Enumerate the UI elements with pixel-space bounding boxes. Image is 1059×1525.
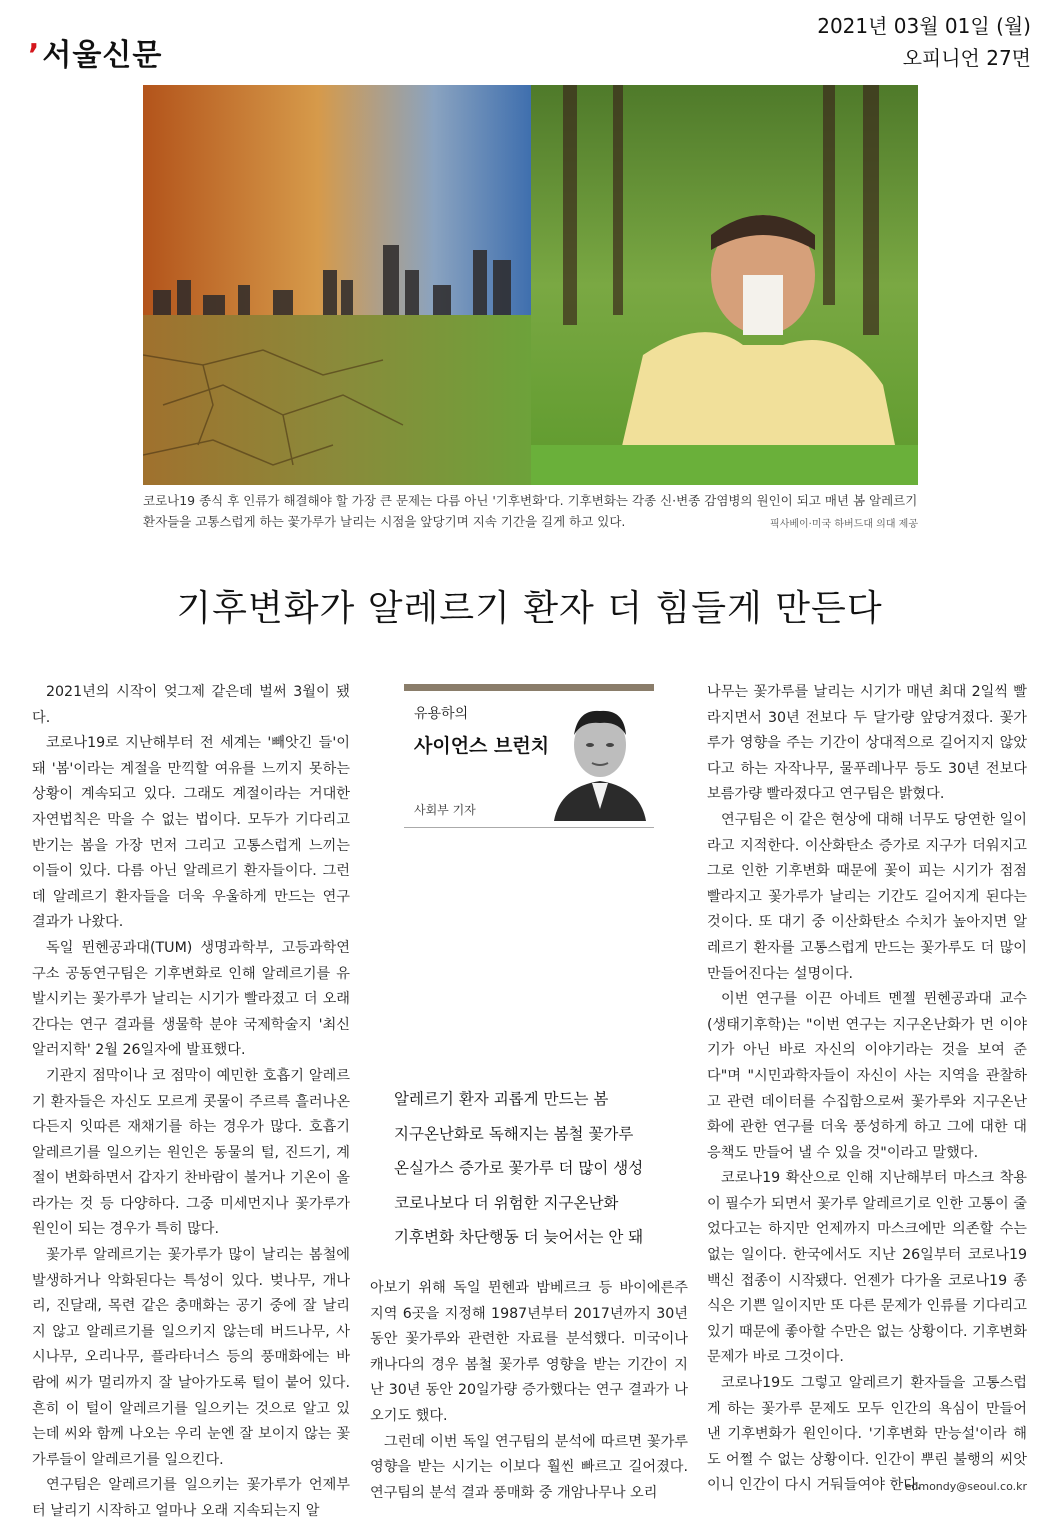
masthead-name: 서울신문	[42, 38, 163, 73]
article-photo	[143, 85, 918, 485]
paragraph: 독일 뮌헨공과대(TUM) 생명과학부, 고등과학연구소 공동연구팀은 기후변화로 인해 알레르기를 유발시키는 꽃가루가 날리는 시기가 빨라졌고 더 오래간다는 연구 결과를 생물학 분야 국제학술지 '최신 알러지학' 2월 26일자에 발표했다.	[32, 939, 350, 1059]
section-page: 오피니언 27면	[902, 46, 1031, 70]
article-summary-points	[394, 1082, 684, 1255]
paragraph: 꽃가루 알레르기는 꽃가루가 많이 날리는 봄철에 발생하거나 악화된다는 특성이 있다. 벚나무, 개나리, 진달래, 목련 같은 충매화는 공기 중에 잘 날리지 않고 알레르기를 일으키지 않는데 버드나무, 사시나무, 오리나무, 플라타너스 등의 풍매화에는 바람에 씨가 멀리까지 잘 날아가도록 털이 붙어 있다. 흔히 이 털이 알레르기를 일으키는 것으로 알고 있는데 씨와 함께 나오는 우리 눈엔 잘 보이지 않는 꽃가루들이 알레르기를 일으킨다.	[32, 1247, 350, 1468]
article-column-3	[707, 680, 1027, 1499]
paragraph: 코로나19도 그렇고 알레르기 환자들을 고통스럽게 하는 꽃가루 문제도 모두 인간의 욕심이 만들어 낸 기후변화가 원인이다. '기후변화 만능설'이라 해도 어쩔 수 없는 상황이다. 인간이 뿌린 불행의 씨앗이니 인간이 다시 거둬들여야 한다.	[707, 1375, 1027, 1494]
paragraph: 기관지 점막이나 코 점막이 예민한 호흡기 알레르기 환자들은 자신도 모르게 콧물이 주르륵 흘러나온다든지 잇따른 재채기를 하는 경우가 많다. 호흡기 알레르기를 일으키는 원인은 동물의 털, 진드기, 계절이 변화하면서 갑자기 찬바람이 불거나 기온이 올라가는 것 등 다양하다. 그중 미세먼지나 꽃가루가 원인이 되는 경우가 특히 많다.	[32, 1067, 350, 1238]
summary-item: 코로나보다 더 위험한 지구온난화	[394, 1193, 619, 1212]
summary-item: 알레르기 환자 괴롭게 만드는 봄	[394, 1090, 609, 1108]
author-email: edmondy@seoul.co.kr	[904, 1480, 1027, 1493]
paragraph: 이번 연구를 이끈 아네트 멘젤 뮌헨공과대 교수(생태기후학)는 "이번 연구는 지구온난화가 먼 이야기가 아닌 바로 자신의 이야기라는 것을 보여 준다"며 "시민과학자들이 자신이 사는 지역을 관찰하고 관련 데이터를 수집함으로써 꽃가루와 지구온난화에 관한 연구를 더욱 풍성하게 하고 그에 대한 대응책도 만들어 낼 수 있을 것"이라고 말했다.	[707, 991, 1027, 1161]
summary-item: 기후변화 차단행동 더 늦어서는 안 돼	[394, 1228, 644, 1246]
author-portrait	[552, 699, 648, 821]
newspaper-masthead	[28, 30, 162, 74]
photo-credit: 픽사베이·미국 하버드대 의대 제공	[770, 519, 918, 530]
photo-caption	[143, 490, 918, 535]
dateline	[817, 10, 1031, 74]
paragraph: 연구팀은 알레르기를 일으키는 꽃가루가 언제부터 날리기 시작하고 얼마나 오래 지속되는지 알	[32, 1477, 350, 1519]
byline-kicker: 유용하의	[414, 706, 469, 722]
paragraph: 아보기 위해 독일 뮌헨과 밤베르크 등 바이에른주 지역 6곳을 지정해 1987년부터 2017년까지 30년 동안 꽃가루와 관련한 자료를 분석했다. 미국이나 캐나다의 경우 봄철 꽃가루 영향을 받는 기간이 지난 30년 동안 20일가량 증가했다는 연구 결과가 나오기도 했다.	[370, 1280, 688, 1424]
article-column-2	[370, 1276, 688, 1506]
article-headline: 기후변화가 알레르기 환자 더 힘들게 만든다	[176, 588, 883, 629]
paragraph: 그런데 이번 독일 연구팀의 분석에 따르면 꽃가루 영향을 받는 시기는 이보다 훨씬 빠르고 길어졌다. 연구팀의 분석 결과 풍매화 중 개암나무나 오리	[370, 1433, 688, 1501]
masthead-mark-icon: ’	[28, 38, 41, 73]
paragraph: 2021년의 시작이 엊그제 같은데 벌써 3월이 됐다.	[32, 684, 350, 726]
column-title: 사이언스 브런치	[414, 735, 550, 757]
summary-item: 지구온난화로 독해지는 봄철 꽃가루	[394, 1124, 634, 1143]
paragraph: 연구팀은 이 같은 현상에 대해 너무도 당연한 일이라고 지적한다. 이산화탄소 증가로 지구가 더워지고 그로 인한 기후변화 때문에 꽃이 피는 시기가 점점 빨라지고 꽃가루가 날리는 기간도 길어지게 된다는 것이다. 또 대기 중 이산화탄소 수치가 높아지면 알레르기 환자를 고통스럽게 만드는 꽃가루도 더 많이 만들어진다는 설명이다.	[707, 811, 1027, 982]
paragraph: 코로나19로 지난해부터 전 세계는 '빼앗긴 들'이 돼 '봄'이라는 계절을 만끽할 여유를 느끼지 못하는 상황이 계속되고 있다. 그래도 계절이라는 거대한 자연법칙은 막을 수 없는 법이다. 모두가 기다리고 반기는 봄을 가장 먼저 그리고 고통스럽게 느끼는 이들이 있다. 다름 아닌 알레르기 환자들이다. 그런데 알레르기 환자들을 더욱 우울하게 만드는 연구 결과가 나왔다.	[32, 735, 350, 931]
caption-text: 코로나19 종식 후 인류가 해결해야 할 가장 큰 문제는 다름 아닌 '기후변화'다. 기후변화는 각종 신·변종 감염병의 원인이 되고 매년 봄 알레르기 환자들을 고통스럽게 하는 꽃가루가 날리는 시점을 앞당기며 지속 기간을 길게 하고 있다.	[143, 493, 918, 529]
paragraph: 코로나19 확산으로 인해 지난해부터 마스크 착용이 필수가 되면서 꽃가루 알레르기로 인한 고통이 줄었다고는 하지만 언제까지 마스크에만 의존할 수는 없는 일이다. 한국에서도 지난 26일부터 코로나19 백신 접종이 시작됐다. 언젠가 다가올 코로나19 종식은 기쁜 일이지만 또 다른 문제가 인류를 기다리고 있기 때문에 좋아할 수만은 없는 상황이다. 기후변화 문제가 바로 그것이다.	[707, 1170, 1027, 1366]
article-column-1	[32, 680, 350, 1525]
column-byline-box	[404, 684, 654, 828]
issue-date: 2021년 03월 01일 (월)	[817, 14, 1031, 38]
climate-allergy-photo	[143, 85, 918, 485]
paragraph: 나무는 꽃가루를 날리는 시기가 매년 최대 2일씩 빨라지면서 30년 전보다 두 달가량 앞당겨졌다. 꽃가루가 영향을 주는 기간이 상대적으로 길어지지 않았다고 하는 자작나무, 물푸레나무 등도 30년 전보다 보름가량 빨라졌다고 연구팀은 밝혔다.	[707, 684, 1027, 803]
summary-item: 온실가스 증가로 꽃가루 더 많이 생성	[394, 1159, 644, 1177]
author-role: 사회부 기자	[414, 803, 476, 817]
